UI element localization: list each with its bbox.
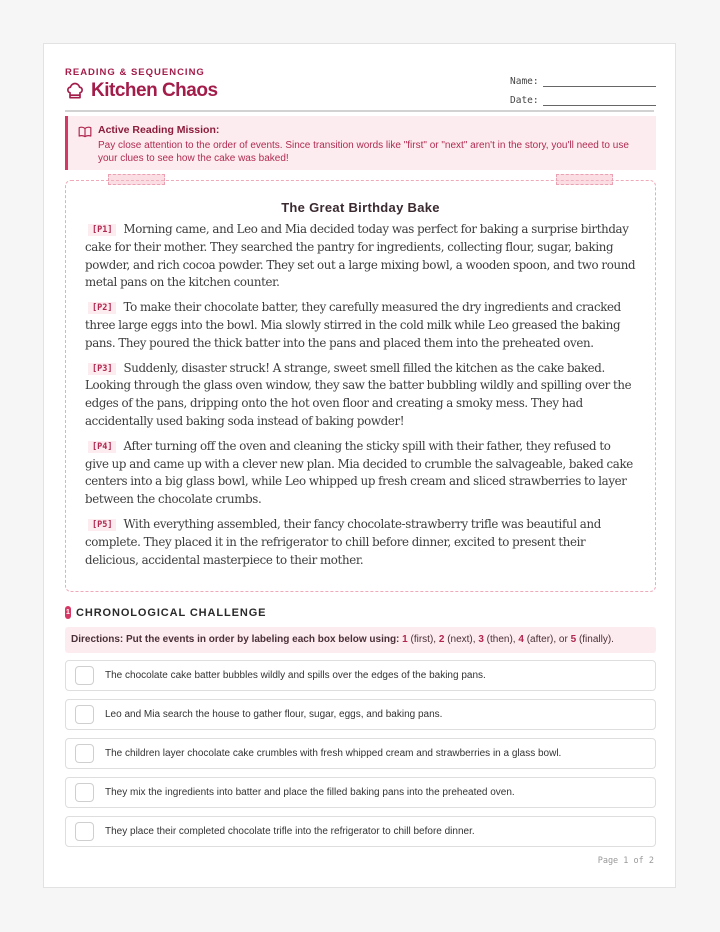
paragraph-text: To make their chocolate batter, they carefully measured the dry ingredients and cracked three large eggs into the bowl. Mia slowly stirred in the cold milk while Leo greased the baking pans. They poured the thick batter into the pans and placed them into the preheated oven. <box>85 300 621 350</box>
worksheet-kicker: READING & SEQUENCING <box>65 67 205 78</box>
event-list <box>65 660 656 855</box>
chef-hat-icon <box>65 81 85 101</box>
challenge-header <box>65 606 266 619</box>
paragraph-text: Suddenly, disaster struck! A strange, sweet smell filled the kitchen as the cake baked. Looking through the glass oven window, they saw the batter bubbling wildly and spilling over the edges of the pans, dripping onto the hot oven floor and creating a smoky mess. They had accidentally used baking soda instead of baking powder! <box>85 360 632 428</box>
order-word: (then), <box>486 634 516 645</box>
story-paragraph-4 <box>85 438 636 509</box>
event-text: They mix the ingredients into batter and place the filled baking pans into the preheated oven. <box>105 787 515 798</box>
event-item <box>65 660 656 691</box>
event-item <box>65 699 656 730</box>
paragraph-tag: [P1] <box>88 224 116 236</box>
story-paragraph-2 <box>85 299 636 352</box>
story-title: The Great Birthday Bake <box>281 200 440 215</box>
order-input-box[interactable] <box>75 783 94 802</box>
order-input-box[interactable] <box>75 666 94 685</box>
event-text: The children layer chocolate cake crumbles with fresh whipped cream and strawberries in a glass bowl. <box>105 748 562 759</box>
paragraph-tag: [P3] <box>88 363 116 375</box>
event-text: They place their completed chocolate trifle into the refrigerator to chill before dinner. <box>105 826 475 837</box>
name-field <box>510 68 656 87</box>
title-row <box>65 80 218 102</box>
event-item <box>65 777 656 808</box>
story-card <box>65 180 656 592</box>
order-word: (next), <box>447 634 476 645</box>
paragraph-text: Morning came, and Leo and Mia decided today was perfect for baking a surprise birthday cake for their mother. They searched the pantry for ingredients, collecting flour, sugar, baking powder, and rich cocoa powder. They set out a large mixing bowl, a wooden spoon, and two round metal pans on the kitchen counter. <box>85 222 636 290</box>
tape-left <box>108 174 165 185</box>
order-word: (finally). <box>578 634 614 645</box>
paragraph-text: After turning off the oven and cleaning the sticky spill with their father, they refused to give up and came up with a clever new plan. Mia decided to crumble the salvageable, baked cake centers into a big glass bowl, while Leo whipped up fresh cream and sliced strawberries to layer between the chocolate crumbs. <box>85 438 633 507</box>
header-divider <box>65 110 654 112</box>
order-number: 3 <box>478 634 484 645</box>
directions-text: Directions: Put the events in order by labeling each box below using: <box>71 634 400 645</box>
date-label: Date: <box>510 95 539 106</box>
worksheet-title: Kitchen Chaos <box>91 80 218 101</box>
paragraph-tag: [P4] <box>88 441 116 453</box>
order-input-box[interactable] <box>75 744 94 763</box>
order-number: 2 <box>438 634 445 645</box>
worksheet-page <box>43 43 676 888</box>
section-title: CHRONOLOGICAL CHALLENGE <box>76 606 267 619</box>
paragraph-text: With everything assembled, their fancy chocolate-strawberry trifle was beautiful and complete. They placed it in the refrigerator to chill before dinner, excited to present their delicious, accidental masterpiece to their mother. <box>85 516 601 567</box>
name-line[interactable] <box>543 75 656 87</box>
mission-title: Active Reading Mission: <box>98 124 220 136</box>
event-item <box>65 738 656 769</box>
story-paragraph-1 <box>85 221 636 292</box>
story-body <box>85 221 636 576</box>
date-line[interactable] <box>543 94 656 106</box>
event-text: Leo and Mia search the house to gather flour, sugar, eggs, and baking pans. <box>105 709 443 720</box>
date-field <box>510 87 656 106</box>
order-input-box[interactable] <box>75 822 94 841</box>
open-book-icon <box>78 126 92 138</box>
order-word: (after), or <box>526 634 568 645</box>
order-input-box[interactable] <box>75 705 94 724</box>
order-number: 5 <box>570 634 577 645</box>
story-paragraph-3 <box>85 360 636 431</box>
paragraph-tag: [P5] <box>88 519 116 531</box>
story-paragraph-5 <box>85 516 636 569</box>
order-word: (first), <box>410 634 437 645</box>
tape-right <box>556 174 613 185</box>
order-number: 1 <box>402 634 408 645</box>
mission-callout <box>65 116 656 170</box>
student-fields <box>510 68 656 106</box>
paragraph-tag: [P2] <box>88 302 116 314</box>
section-number-badge: 1 <box>65 606 71 619</box>
directions-bar <box>65 627 656 653</box>
name-label: Name: <box>510 76 539 87</box>
event-item <box>65 816 656 847</box>
page-number: Page 1 of 2 <box>597 856 654 866</box>
order-number: 4 <box>518 634 524 645</box>
mission-text: Pay close attention to the order of events. Since transition words like "first" or "next" aren't in the story, you'll need to use your clues to see how the cake was baked! <box>98 140 629 164</box>
event-text: The chocolate cake batter bubbles wildly and spills over the edges of the baking pans. <box>105 670 486 681</box>
